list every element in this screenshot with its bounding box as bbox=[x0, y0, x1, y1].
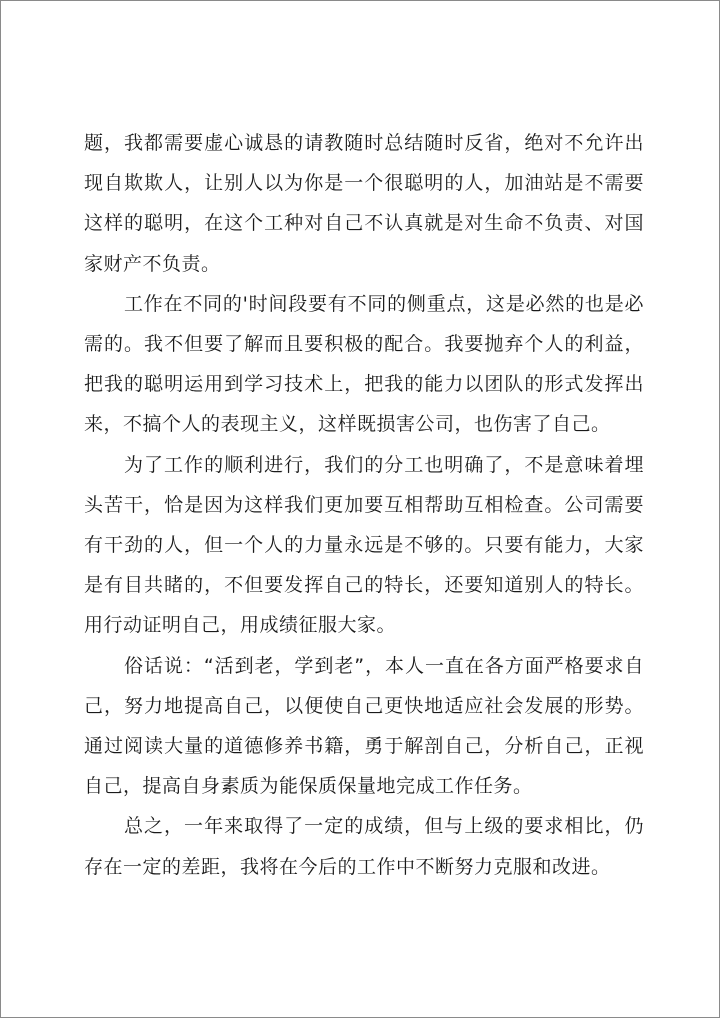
paragraph-2: 工作在不同的'时间段要有不同的侧重点，这是必然的也是必需的。我不但要了解而且要积极的配合。我要抛弃个人的利益，把我的聪明运用到学习技术上，把我的能力以团队的形式发挥出来，不搞个人的表现主义，这样既损害公司，也伤害了自己。 bbox=[84, 292, 644, 436]
paragraph-4: 俗话说：“活到老，学到老”，本人一直在各方面严格要求自己，努力地提高自己，以便使自己更快地适应社会发展的形势。通过阅读大量的道德修养书籍，勇于解剖自己，分析自己，正视自己，提高自身素质为能保质保量地完成工作任务。 bbox=[84, 654, 644, 798]
paragraph-1: 题，我都需要虚心诚恳的请教随时总结随时反省，绝对不允许出现自欺欺人，让别人以为你是一个很聪明的人，加油站是不需要这样的聪明，在这个工种对自己不认真就是对生命不负责、对国家财产不负责。 bbox=[84, 132, 644, 275]
paragraph-5: 总之，一年来取得了一定的成绩，但与上级的要求相比，仍存在一定的差距，我将在今后的工作中不断努力克服和改进。 bbox=[84, 815, 644, 878]
document-body bbox=[84, 123, 644, 887]
paragraph-3: 为了工作的顺利进行，我们的分工也明确了，不是意味着埋头苦干，恰是因为这样我们更加要互相帮助互相检查。公司需要有干劲的人，但一个人的力量永远是不够的。只要有能力，大家是有目共睹的，不但要发挥自己的特长，还要知道别人的特长。用行动证明自己，用成绩征服大家。 bbox=[84, 453, 644, 637]
